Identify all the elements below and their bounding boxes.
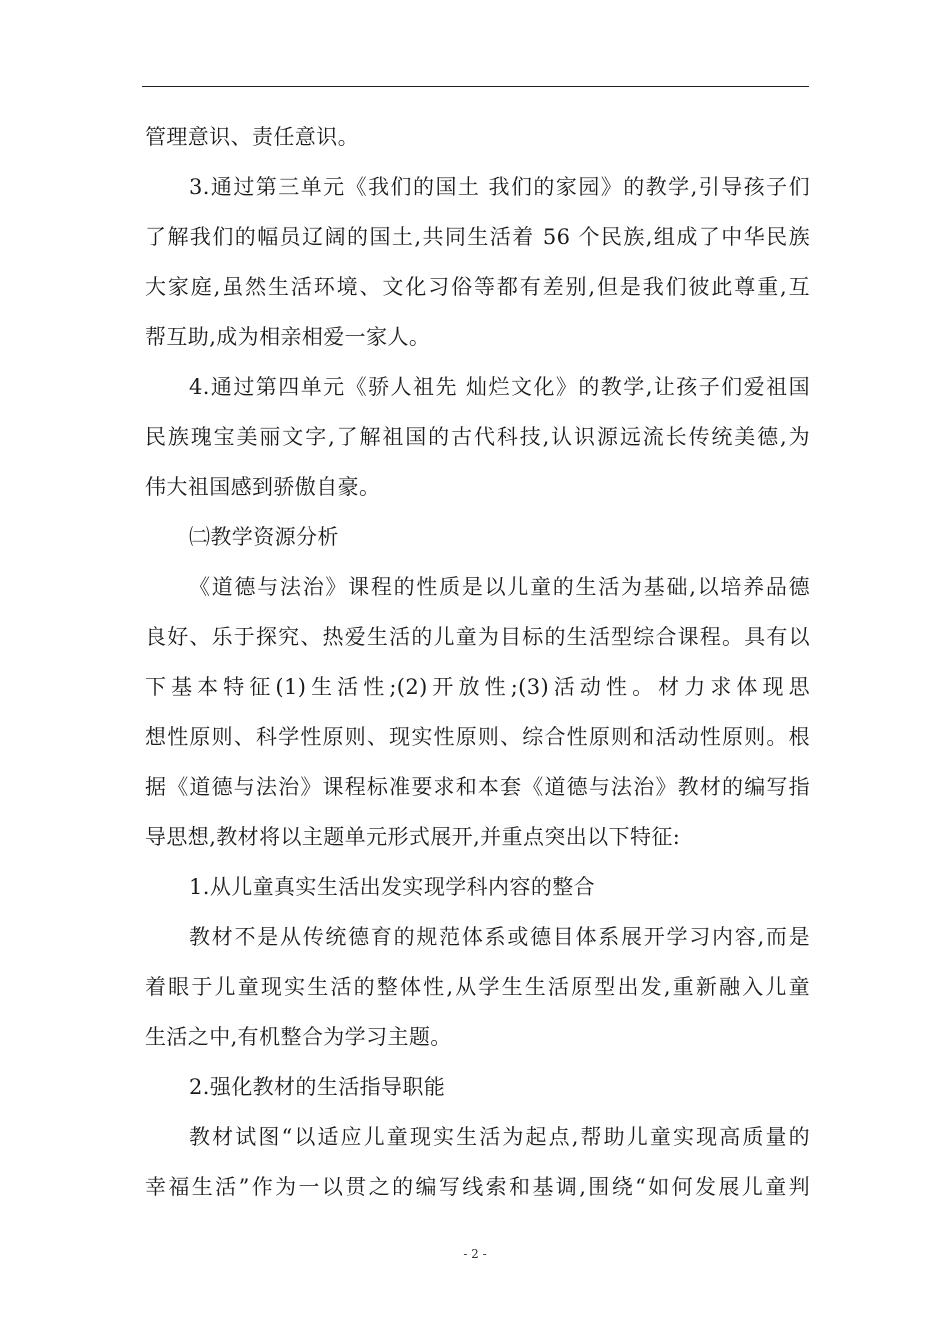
body-text (145, 112, 810, 1212)
text-line: 下基本特征(1)生活性;(2)开放性;(3)活动性。材力求体现思 (145, 675, 810, 699)
text-line: 生活之中,有机整合为学习主题。 (145, 1025, 452, 1049)
text-line: 良好、乐于探究、热爱生活的儿童为目标的生活型综合课程。具有以 (145, 625, 810, 649)
text-line: 民族瑰宝美丽文字,了解祖国的古代科技,认识源远流长传统美德,为 (145, 425, 810, 449)
text-line: 据《道德与法治》课程标准要求和本套《道德与法治》教材的编写指 (145, 775, 810, 799)
text-line: 3.通过第三单元《我们的国土 我们的家园》的教学,引导孩子们 (189, 175, 810, 199)
text-line: 导思想,教材将以主题单元形式展开,并重点突出以下特征: (145, 825, 681, 849)
text-line: 伟大祖国感到骄傲自豪。 (145, 475, 381, 499)
text-line: 着眼于儿童现实生活的整体性,从学生生活原型出发,重新融入儿童 (145, 975, 810, 999)
text-line: 帮互助,成为相亲相爱一家人。 (145, 325, 431, 349)
text-line: 管理意识、责任意识。 (145, 125, 359, 149)
text-line: 教材不是从传统德育的规范体系或德目体系展开学习内容,而是 (189, 925, 810, 949)
header-rule (142, 86, 809, 87)
text-line: 想性原则、科学性原则、现实性原则、综合性原则和活动性原则。根 (145, 725, 810, 749)
section-heading: ㈡教学资源分析 (189, 525, 339, 549)
text-line: 4.通过第四单元《骄人祖先 灿烂文化》的教学,让孩子们爱祖国 (189, 375, 810, 399)
subsection-heading: 1.从儿童真实生活出发实现学科内容的整合 (189, 875, 596, 899)
text-line: 教材试图“以适应儿童现实生活为起点,帮助儿童实现高质量的 (189, 1125, 810, 1149)
text-line: 幸福生活”作为一以贯之的编写线索和基调,围绕“如何发展儿童判 (145, 1175, 810, 1199)
page-number: - 2 - (463, 1247, 487, 1261)
text-line: 《道德与法治》课程的性质是以儿童的生活为基础,以培养品德 (189, 575, 810, 599)
text-line: 大家庭,虽然生活环境、文化习俗等都有差别,但是我们彼此尊重,互 (145, 275, 810, 299)
text-line: 了解我们的幅员辽阔的国土,共同生活着 56 个民族,组成了中华民族 (145, 225, 810, 249)
subsection-heading: 2.强化教材的生活指导职能 (189, 1075, 446, 1099)
